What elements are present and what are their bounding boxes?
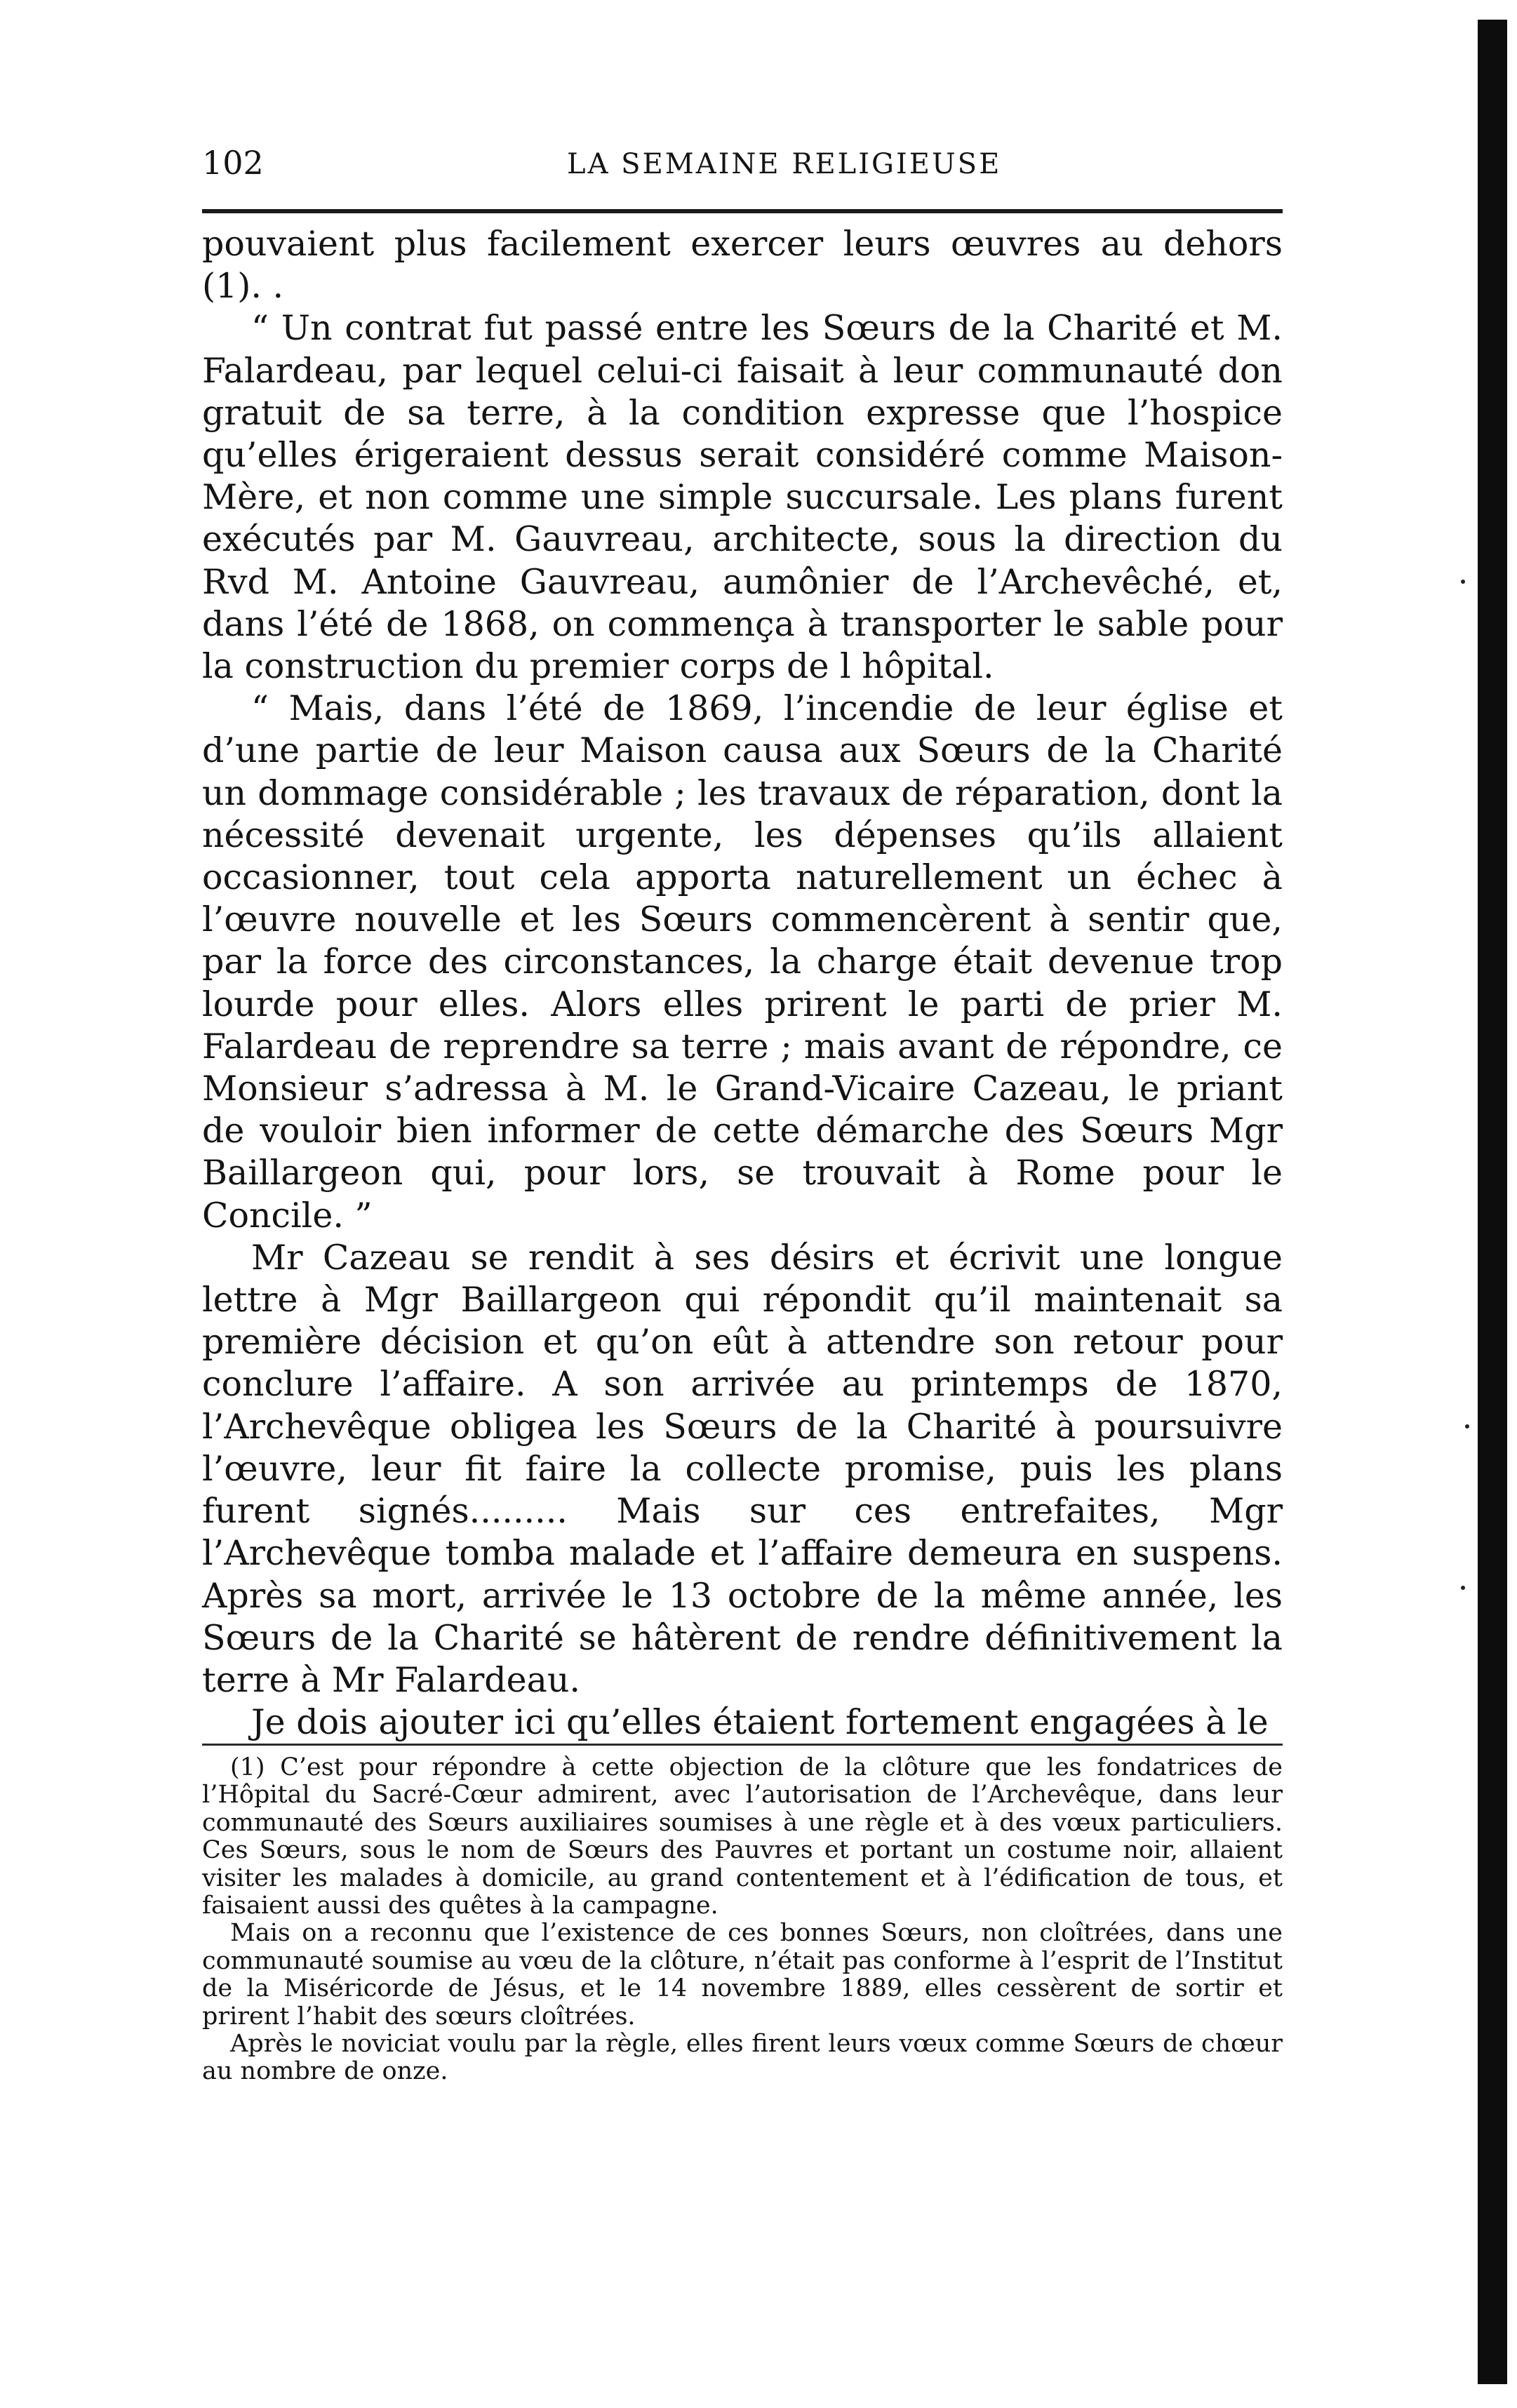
footnote: (1) C’est pour répondre à cette objection de la clôture que les fondatrices de l’Hôpital du Sacré-Cœur admirent, avec l’autorisation de l’Archevêque, dans leur communauté des Sœurs auxiliaires soumises à une règle et à des vœux particuliers. Ces Sœurs, sous le nom de Sœurs des Pauvres et portant un costume noir, allaient visiter les malades à domicile, au grand contentement et à l’édification de tous, et faisaient aussi des quêtes à la campagne. [202, 1753, 1283, 1920]
paragraph: “ Mais, dans l’été de 1869, l’incendie de leur église et d’une partie de leur Maison causa aux Sœurs de la Charité un dommage considérable ; les travaux de réparation, dont la nécessité devenait urgente, les dépenses qu’ils allaient occasionner, tout cela apporta naturellement un échec à l’œuvre nouvelle et les Sœurs commencèrent à sentir que, par la force des circonstances, la charge était devenue trop lourde pour elles. Alors elles prirent le parti de prier M. Falardeau de reprendre sa terre ; mais avant de répondre, ce Monsieur s’adressa à M. le Grand-Vicaire Cazeau, le priant de vouloir bien informer de cette démarche des Sœurs Mgr Baillargeon qui, pour lors, se trouvait à Rome pour le Concile. ” [202, 688, 1283, 1236]
print-speck [1461, 1586, 1465, 1590]
print-speck [1461, 580, 1465, 584]
header-rule [202, 209, 1283, 213]
paragraph: Mr Cazeau se rendit à ses désirs et écrivit une longue lettre à Mgr Baillargeon qui répondit qu’il maintenait sa première décision et qu’on eût à attendre son retour pour conclure l’affaire. A son arrivée au printemps de 1870, l’Archevêque obligea les Sœurs de la Charité à poursuivre l’œuvre, leur fit faire la collecte promise, puis les plans furent signés......... Mais sur ces entrefaites, Mgr l’Archevêque tomba malade et l’affaire demeura en suspens. Après sa mort, arrivée le 13 octobre de la même année, les Sœurs de la Charité se hâtèrent de rendre définitivement la terre à Mr Falardeau. [202, 1237, 1283, 1700]
footnote: Après le noviciat voulu par la règle, elles firent leurs vœux comme Sœurs de chœur au nombre de onze. [202, 2030, 1283, 2086]
print-speck [1465, 1424, 1469, 1429]
footnotes [202, 1754, 1283, 2086]
running-title: LA SEMAINE RELIGIEUSE [567, 148, 1002, 180]
page-binding-edge [1478, 20, 1507, 2384]
paragraph: Je dois ajouter ici qu’elles étaient fortement engagées à le [251, 1702, 1269, 1743]
footnote-rule [202, 1744, 1283, 1746]
page-header [202, 144, 1283, 193]
paragraph: pouvaient plus facilement exercer leurs œuvres au dehors (1). . [202, 224, 1283, 307]
footnote: Mais on a reconnu que l’existence de ces bonnes Sœurs, non cloîtrées, dans une communauté soumise au vœu de la clôture, n’était pas conforme à l’esprit de l’Institut de la Miséricorde de Jésus, et le 14 novembre 1889, elles cessèrent de sortir et prirent l’habit des sœurs cloîtrées. [202, 1919, 1283, 2031]
paragraph: “ Un contrat fut passé entre les Sœurs de la Charité et M. Falardeau, par lequel celui-ci faisait à leur communauté don gratuit de sa terre, à la condition expresse que l’hospice qu’elles érigeraient dessus serait considéré comme Maison-Mère, et non comme une simple succursale. Les plans furent exécutés par M. Gauvreau, architecte, sous la direction du Rvd M. Antoine Gauvreau, aumônier de l’Archevêché, et, dans l’été de 1868, on commença à transporter le sable pour la construction du premier corps de l hôpital. [202, 308, 1283, 687]
body-text [202, 223, 1283, 1744]
page-number: 102 [202, 144, 264, 182]
